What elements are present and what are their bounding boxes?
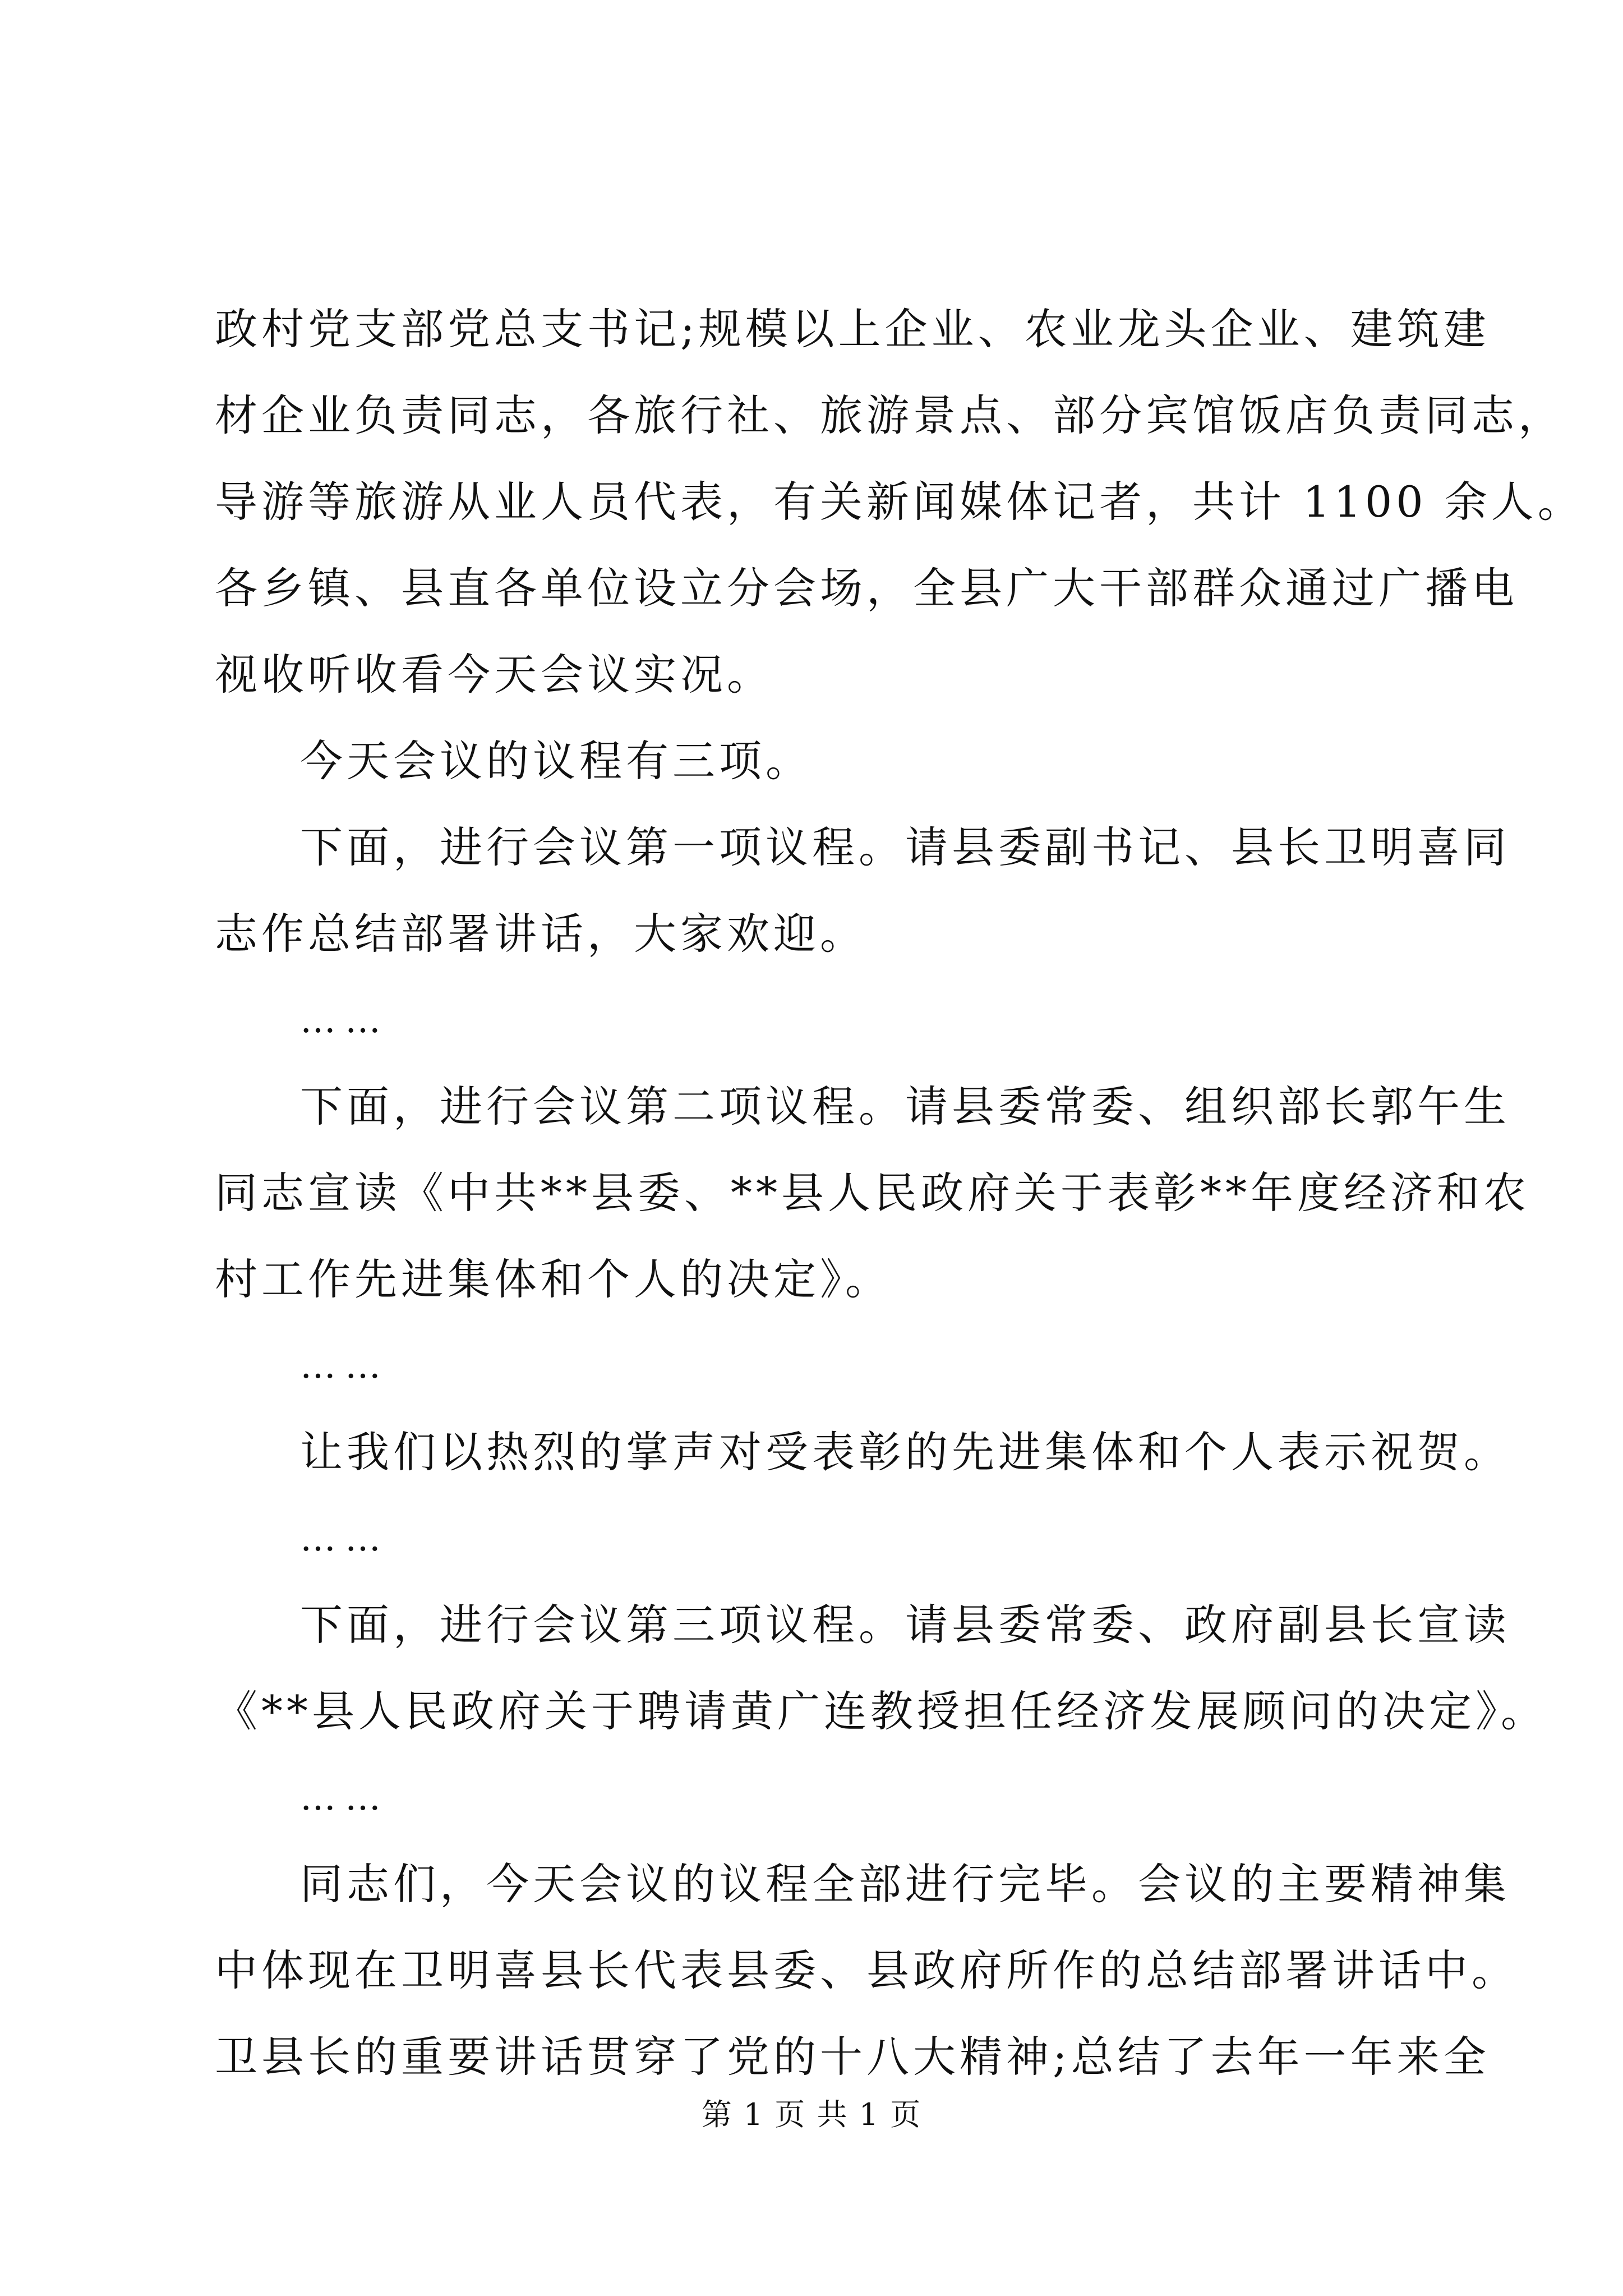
text-line: 材企业负责同志，各旅行社、旅游景点、部分宾馆饭店负责同志， (215, 390, 1565, 440)
text-line: 志作总结部署讲话，大家欢迎。 (215, 909, 866, 959)
text-line: 视收听收看今天会议实况。 (215, 650, 773, 700)
text-line: 卫县长的重要讲话贯穿了党的十八大精神;总结了去年一年来全 (215, 2032, 1490, 2082)
text-line: 政村党支部党总支书记;规模以上企业、农业龙头企业、建筑建 (215, 304, 1490, 354)
paragraph-agenda-item-3: 下面，进行会议第三项议程。请县委常委、政府副县长宣读 (300, 1600, 1510, 1650)
page-footer: 第 1 页 共 1 页 (701, 2097, 922, 2132)
text-line: 村工作先进集体和个人的决定》。 (215, 1254, 892, 1304)
ellipsis-line: …… (300, 1000, 390, 1041)
ellipsis-line: …… (300, 1777, 390, 1819)
text-line: 中体现在卫明喜县长代表县委、县政府所作的总结部署讲话中。 (215, 1945, 1518, 1995)
ellipsis-line: …… (300, 1518, 390, 1559)
text-line: 各乡镇、县直各单位设立分会场，全县广大干部群众通过广播电 (215, 563, 1518, 613)
paragraph-agenda-item-2: 下面，进行会议第二项议程。请县委常委、组织部长郭午生 (300, 1082, 1510, 1131)
paragraph-agenda-intro: 今天会议的议程有三项。 (300, 736, 812, 786)
ellipsis-line: …… (300, 1345, 390, 1387)
paragraph-applause: 让我们以热烈的掌声对受表彰的先进集体和个人表示祝贺。 (300, 1427, 1510, 1477)
text-line: 《**县人民政府关于聘请黄广连教授担任经济发展顾问的决定》。 (215, 1686, 1547, 1736)
paragraph-agenda-item-1: 下面，进行会议第一项议程。请县委副书记、县长卫明喜同 (300, 822, 1510, 872)
paragraph-closing: 同志们，今天会议的议程全部进行完毕。会议的主要精神集 (300, 1859, 1510, 1909)
text-line: 同志宣读《中共**县委、**县人民政府关于表彰**年度经济和农 (215, 1168, 1530, 1218)
text-line: 导游等旅游从业人员代表，有关新闻媒体记者，共计 1100 余人。 (215, 477, 1584, 527)
document-body (215, 286, 1584, 2100)
